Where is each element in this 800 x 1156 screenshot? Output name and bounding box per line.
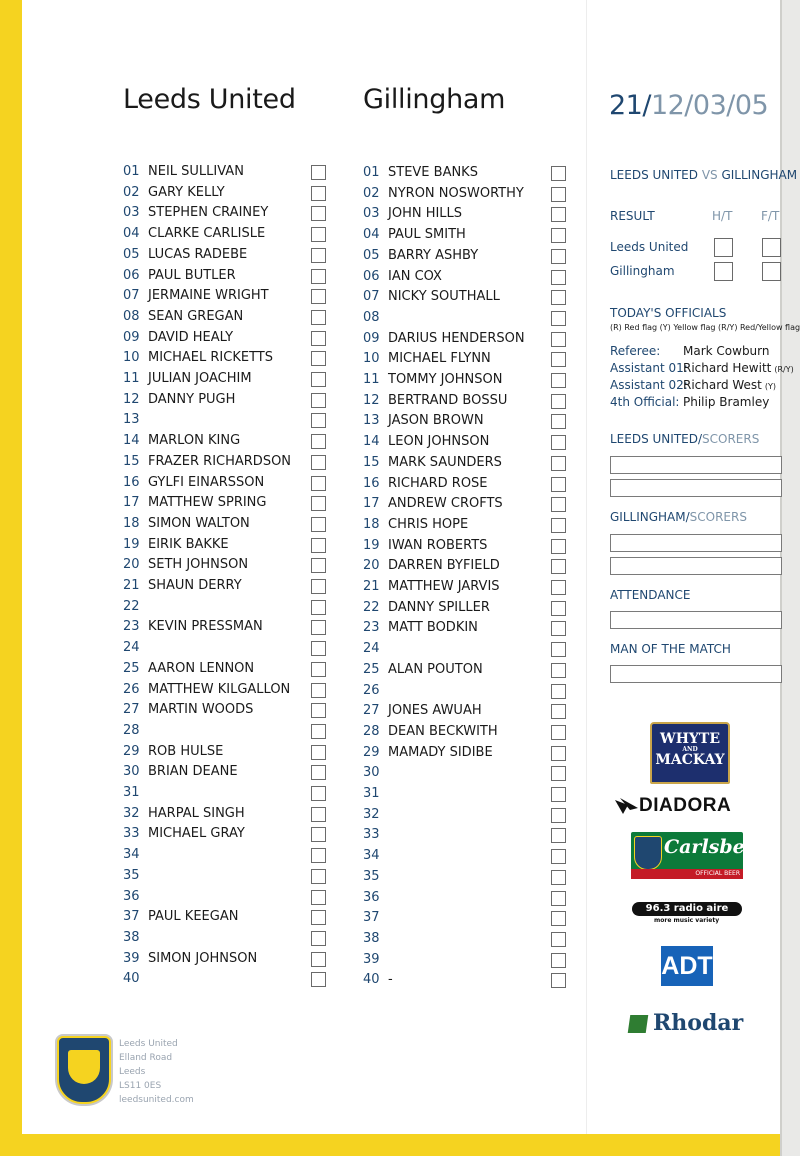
away-player-number: 16 [363, 475, 380, 491]
home-player-checkbox[interactable] [311, 641, 326, 656]
home-player-name: SEAN GREGAN [148, 308, 244, 324]
home-player-number: 03 [123, 205, 140, 221]
away-player-number: 08 [363, 309, 380, 325]
away-player-checkbox[interactable] [551, 870, 566, 885]
home-player-name: MICHAEL RICKETTS [148, 350, 273, 366]
away-player-number: 13 [363, 413, 380, 429]
away-player-name: DARREN BYFIELD [388, 558, 500, 574]
fixture-vs: VS [701, 168, 718, 182]
home-player-checkbox[interactable] [311, 745, 326, 760]
home-player-name: MATTHEW SPRING [148, 495, 267, 511]
official-name [683, 395, 772, 409]
away-player-number: 22 [363, 599, 380, 615]
away-player-checkbox[interactable] [551, 580, 566, 595]
home-player-checkbox[interactable] [311, 538, 326, 553]
away-player-name: RICHARD ROSE [388, 475, 488, 491]
away-player-checkbox[interactable] [551, 559, 566, 574]
away-player-number: 39 [363, 951, 380, 967]
away-player-checkbox[interactable] [551, 290, 566, 305]
away-scorers-word: SCORERS [689, 510, 747, 524]
home-player-number: 21 [123, 578, 140, 593]
away-player-checkbox[interactable] [551, 539, 566, 554]
away-player-checkbox[interactable] [551, 166, 566, 181]
away-player-name: MICHAEL FLYNN [388, 351, 491, 367]
address-line-5: leedsunited.com [119, 1095, 194, 1105]
home-player-checkbox[interactable] [311, 331, 326, 346]
home-player-number: 14 [123, 433, 140, 449]
away-player-checkbox[interactable] [551, 953, 566, 968]
home-player-number: 25 [123, 660, 140, 676]
home-player-name: NEIL SULLIVAN [148, 164, 244, 179]
home-player-checkbox[interactable] [311, 248, 326, 263]
home-player-name: DAVID HEALY [148, 329, 234, 345]
away-player-checkbox[interactable] [551, 725, 566, 740]
home-player-checkbox[interactable] [311, 227, 326, 242]
away-player-checkbox[interactable] [551, 435, 566, 450]
home-player-name: AARON LENNON [148, 660, 255, 676]
away-player-checkbox[interactable] [551, 849, 566, 864]
away-player-number: 07 [363, 289, 380, 305]
home-player-checkbox[interactable] [311, 600, 326, 615]
address-line-2: Elland Road [119, 1053, 173, 1063]
away-player-number: 01 [363, 165, 380, 180]
away-player-name: PAUL SMITH [388, 227, 466, 243]
home-player-number: 24 [123, 640, 140, 656]
motm-field[interactable] [610, 665, 782, 683]
away-player-checkbox[interactable] [551, 518, 566, 533]
away-player-checkbox[interactable] [551, 187, 566, 202]
away-player-number: 11 [363, 372, 380, 387]
away-player-checkbox[interactable] [551, 808, 566, 823]
away-player-number: 28 [363, 723, 380, 739]
home-player-number: 13 [123, 412, 140, 428]
official-flag: (R/Y) [774, 365, 794, 374]
home-player-number: 11 [123, 371, 140, 386]
officials-title: TODAY'S OFFICIALS [610, 306, 727, 320]
match-date-rest: 12/03/05 [650, 90, 769, 121]
home-player-number: 19 [123, 536, 140, 552]
home-player-name: KEVIN PRESSMAN [148, 619, 263, 635]
full-time-label: F/T [761, 209, 780, 223]
home-player-name: GARY KELLY [148, 184, 225, 200]
rhodar-logo [629, 1010, 759, 1038]
away-player-name: NYRON NOSWORTHY [388, 185, 524, 201]
home-player-number: 16 [123, 474, 140, 490]
home-player-checkbox[interactable] [311, 413, 326, 428]
away-player-name: NICKY SOUTHALL [388, 289, 500, 305]
home-player-checkbox[interactable] [311, 910, 326, 925]
official-name [683, 378, 776, 392]
home-player-checkbox[interactable] [311, 558, 326, 573]
away-player-checkbox[interactable] [551, 601, 566, 616]
home-player-checkbox[interactable] [311, 165, 326, 180]
home-player-number: 37 [123, 909, 140, 925]
home-player-checkbox[interactable] [311, 476, 326, 491]
home-player-checkbox[interactable] [311, 703, 326, 718]
home-team-heading: Leeds United [123, 84, 296, 115]
away-player-checkbox[interactable] [551, 828, 566, 843]
away-player-name: BERTRAND BOSSU [388, 392, 508, 408]
fixture-line [610, 168, 797, 182]
home-ft-score-box[interactable] [762, 238, 781, 257]
away-scorer-field-1[interactable] [610, 534, 782, 552]
home-player-number: 34 [123, 847, 140, 863]
home-player-number: 20 [123, 557, 140, 573]
flag-key: (R) Red flag (Y) Yellow flag (R/Y) Red/Yellow flag [610, 323, 800, 332]
home-player-number: 05 [123, 246, 140, 262]
radio-aire-tag: more music variety [654, 917, 720, 924]
whyte-mackay-word-1: WHYTE [659, 731, 721, 747]
home-player-number: 39 [123, 950, 140, 966]
home-player-number: 02 [123, 184, 140, 200]
away-player-number: 19 [363, 537, 380, 553]
home-player-checkbox[interactable] [311, 372, 326, 387]
away-player-name: DARIUS HENDERSON [388, 330, 525, 346]
away-player-number: 27 [363, 703, 380, 719]
official-name-text: Philip Bramley [683, 395, 770, 409]
home-player-checkbox[interactable] [311, 289, 326, 304]
away-player-number: 05 [363, 247, 380, 263]
away-player-checkbox[interactable] [551, 891, 566, 906]
half-time-label: H/T [712, 209, 733, 223]
home-player-number: 32 [123, 805, 140, 821]
away-player-checkbox[interactable] [551, 746, 566, 761]
away-player-checkbox[interactable] [551, 642, 566, 657]
away-scorer-field-2[interactable] [610, 557, 782, 575]
away-player-checkbox[interactable] [551, 684, 566, 699]
home-player-name: MATTHEW KILGALLON [148, 681, 291, 697]
away-player-checkbox[interactable] [551, 270, 566, 285]
away-player-number: 26 [363, 682, 380, 698]
away-player-name: CHRIS HOPE [388, 516, 469, 532]
home-player-checkbox[interactable] [311, 579, 326, 594]
away-player-name: MAMADY SIDIBE [388, 744, 493, 760]
away-player-number: 24 [363, 641, 380, 657]
away-player-checkbox[interactable] [551, 394, 566, 409]
home-player-checkbox[interactable] [311, 620, 326, 635]
home-player-name: GYLFI EINARSSON [148, 474, 265, 490]
home-player-checkbox[interactable] [311, 351, 326, 366]
home-player-number: 18 [123, 515, 140, 531]
whyte-mackay-and: AND [682, 746, 698, 753]
home-player-checkbox[interactable] [311, 724, 326, 739]
away-player-number: 31 [363, 786, 380, 801]
away-player-name: IWAN ROBERTS [388, 537, 488, 553]
fixture-away: GILLINGHAM [721, 168, 798, 182]
away-player-name: TOMMY JOHNSON [388, 372, 503, 387]
home-player-number: 06 [123, 267, 140, 283]
official-role: Referee: [610, 344, 661, 358]
fixture-home: LEEDS UNITED [610, 168, 698, 182]
home-player-name: CLARKE CARLISLE [148, 226, 266, 242]
home-ht-score-box[interactable] [714, 238, 733, 257]
diadora-icon [614, 796, 640, 818]
home-player-checkbox[interactable] [311, 952, 326, 967]
home-player-number: 07 [123, 288, 140, 304]
carlsberg-tag: OFFICIAL BEER [631, 869, 743, 879]
home-player-number: 10 [123, 350, 140, 366]
away-player-number: 17 [363, 496, 380, 512]
away-player-name: BARRY ASHBY [388, 247, 479, 263]
home-player-checkbox[interactable] [311, 807, 326, 822]
home-player-number: 22 [123, 598, 140, 614]
home-player-number: 28 [123, 722, 140, 738]
result-away-label: Gillingham [610, 264, 675, 278]
home-player-checkbox[interactable] [311, 848, 326, 863]
home-player-number: 27 [123, 702, 140, 718]
home-player-number: 01 [123, 164, 140, 179]
home-player-name: SIMON WALTON [148, 515, 250, 531]
away-player-number: 40 [363, 972, 380, 988]
result-home-label: Leeds United [610, 240, 689, 254]
home-player-number: 40 [123, 971, 140, 987]
adt-logo: ADT [661, 946, 713, 986]
official-name [683, 361, 794, 375]
away-player-number: 33 [363, 827, 380, 843]
home-player-name: FRAZER RICHARDSON [148, 453, 292, 469]
away-player-checkbox[interactable] [551, 207, 566, 222]
away-player-checkbox[interactable] [551, 704, 566, 719]
away-player-checkbox[interactable] [551, 911, 566, 926]
away-player-name: STEVE BANKS [388, 165, 478, 180]
radio-aire-logo [632, 902, 742, 926]
away-ht-score-box[interactable] [714, 262, 733, 281]
away-player-checkbox[interactable] [551, 621, 566, 636]
home-player-name: SHAUN DERRY [148, 578, 242, 593]
away-player-checkbox[interactable] [551, 456, 566, 471]
radio-aire-wordmark: 96.3 radio aire [632, 902, 742, 916]
home-scorer-field-1[interactable] [610, 456, 782, 474]
home-player-name: EIRIK BAKKE [148, 536, 229, 552]
home-player-number: 12 [123, 391, 140, 407]
official-name-text: Mark Cowburn [683, 344, 770, 358]
away-player-number: 34 [363, 848, 380, 864]
official-name-text: Richard West [683, 378, 762, 392]
home-player-number: 33 [123, 826, 140, 842]
result-label: RESULT [610, 209, 655, 223]
carlsberg-logo [631, 832, 769, 879]
away-player-name: - [388, 972, 393, 988]
away-player-name: DEAN BECKWITH [388, 723, 498, 739]
home-player-name: MICHAEL GRAY [148, 826, 245, 842]
away-player-number: 36 [363, 889, 380, 905]
away-player-number: 35 [363, 868, 380, 884]
away-player-number: 03 [363, 206, 380, 222]
home-player-name: ROB HULSE [148, 743, 224, 759]
away-scorers-team: GILLINGHAM/ [610, 510, 690, 524]
away-player-checkbox[interactable] [551, 663, 566, 678]
away-player-checkbox[interactable] [551, 973, 566, 988]
home-player-number: 36 [123, 888, 140, 904]
home-player-name: LUCAS RADEBE [148, 246, 248, 262]
home-player-number: 38 [123, 929, 140, 945]
home-scorers-word: SCORERS [702, 432, 760, 446]
away-player-name: ALAN POUTON [388, 661, 483, 677]
official-name-text: Richard Hewitt [683, 361, 772, 375]
home-scorers-label [610, 432, 759, 446]
home-player-checkbox[interactable] [311, 496, 326, 511]
attendance-field[interactable] [610, 611, 782, 629]
home-player-number: 23 [123, 619, 140, 635]
home-player-name: MARLON KING [148, 433, 241, 449]
away-player-name: MATT BODKIN [388, 620, 478, 636]
home-player-checkbox[interactable] [311, 890, 326, 905]
home-scorer-field-2[interactable] [610, 479, 782, 497]
home-player-checkbox[interactable] [311, 786, 326, 801]
away-player-number: 29 [363, 744, 380, 760]
home-player-checkbox[interactable] [311, 455, 326, 470]
leeds-crest [57, 1036, 111, 1104]
official-name [683, 344, 773, 358]
address-line-3: Leeds [119, 1067, 146, 1077]
home-player-name: HARPAL SINGH [148, 805, 245, 821]
away-player-name: LEON JOHNSON [388, 434, 490, 450]
whyte-mackay-logo [650, 722, 730, 784]
rhodar-wordmark: Rhodar [653, 1010, 744, 1036]
home-player-checkbox[interactable] [311, 931, 326, 946]
home-player-checkbox[interactable] [311, 310, 326, 325]
home-player-name: JERMAINE WRIGHT [148, 288, 269, 304]
away-player-number: 25 [363, 661, 380, 677]
diadora-logo [614, 794, 754, 820]
home-player-name: PAUL KEEGAN [148, 909, 239, 925]
attendance-label: ATTENDANCE [610, 588, 691, 602]
away-player-number: 38 [363, 930, 380, 946]
home-player-checkbox[interactable] [311, 972, 326, 987]
away-player-name: MATTHEW JARVIS [388, 579, 500, 594]
column-divider [586, 0, 587, 1134]
home-player-number: 17 [123, 495, 140, 511]
away-player-checkbox[interactable] [551, 352, 566, 367]
away-player-name: ANDREW CROFTS [388, 496, 503, 512]
away-scorers-label [610, 510, 747, 524]
home-player-checkbox[interactable] [311, 683, 326, 698]
away-player-checkbox[interactable] [551, 414, 566, 429]
home-player-name: DANNY PUGH [148, 391, 236, 407]
home-player-number: 04 [123, 226, 140, 242]
away-player-number: 12 [363, 392, 380, 408]
home-player-number: 09 [123, 329, 140, 345]
away-player-checkbox[interactable] [551, 228, 566, 243]
crest-inner [68, 1050, 100, 1084]
away-player-number: 06 [363, 268, 380, 284]
home-scorers-team: LEEDS UNITED/ [610, 432, 703, 446]
home-player-name: PAUL BUTLER [148, 267, 236, 283]
carlsberg-wordmark: Carlsberg [664, 836, 769, 858]
away-player-checkbox[interactable] [551, 477, 566, 492]
away-player-number: 20 [363, 558, 380, 574]
home-player-name: JULIAN JOACHIM [148, 371, 252, 386]
diadora-wordmark: DIADORA [639, 795, 732, 816]
home-player-name: SIMON JOHNSON [148, 950, 258, 966]
away-player-name: JOHN HILLS [388, 206, 463, 222]
away-player-checkbox[interactable] [551, 787, 566, 802]
match-date [609, 90, 768, 121]
away-player-number: 02 [363, 185, 380, 201]
away-player-number: 37 [363, 910, 380, 926]
away-player-name: JONES AWUAH [388, 703, 482, 719]
home-player-checkbox[interactable] [311, 186, 326, 201]
away-ft-score-box[interactable] [762, 262, 781, 281]
home-player-checkbox[interactable] [311, 269, 326, 284]
away-player-name: JASON BROWN [388, 413, 484, 429]
away-player-number: 23 [363, 620, 380, 636]
address-line-4: LS11 0ES [119, 1081, 162, 1091]
official-role: 4th Official: [610, 395, 680, 409]
away-team-heading: Gillingham [363, 84, 506, 115]
home-player-number: 15 [123, 453, 140, 469]
away-player-name: MARK SAUNDERS [388, 454, 502, 470]
home-player-number: 35 [123, 867, 140, 883]
away-player-number: 09 [363, 330, 380, 346]
home-player-checkbox[interactable] [311, 393, 326, 408]
away-player-number: 14 [363, 434, 380, 450]
away-player-number: 32 [363, 806, 380, 822]
home-player-checkbox[interactable] [311, 827, 326, 842]
home-player-number: 30 [123, 764, 140, 780]
away-player-checkbox[interactable] [551, 332, 566, 347]
away-player-checkbox[interactable] [551, 932, 566, 947]
home-player-name: MARTIN WOODS [148, 702, 254, 718]
address-line-1: Leeds United [119, 1039, 178, 1049]
home-player-name: STEPHEN CRAINEY [148, 205, 269, 221]
away-player-checkbox[interactable] [551, 249, 566, 264]
away-player-name: DANNY SPILLER [388, 599, 490, 615]
home-player-number: 08 [123, 308, 140, 324]
away-player-number: 04 [363, 227, 380, 243]
official-role: Assistant 01: [610, 361, 688, 375]
home-player-number: 29 [123, 743, 140, 759]
home-player-name: BRIAN DEANE [148, 764, 238, 780]
away-player-number: 21 [363, 579, 380, 594]
official-role: Assistant 02: [610, 378, 688, 392]
away-player-checkbox[interactable] [551, 497, 566, 512]
away-player-number: 30 [363, 765, 380, 781]
official-flag: (Y) [764, 382, 777, 391]
away-player-checkbox[interactable] [551, 311, 566, 326]
motm-label: MAN OF THE MATCH [610, 642, 731, 656]
home-player-checkbox[interactable] [311, 869, 326, 884]
home-player-name: SETH JOHNSON [148, 557, 249, 573]
whyte-mackay-word-2: MACKAY [655, 752, 725, 768]
home-player-number: 31 [123, 785, 140, 800]
away-player-name: IAN COX [388, 268, 442, 284]
home-player-checkbox[interactable] [311, 662, 326, 677]
home-player-checkbox[interactable] [311, 765, 326, 780]
away-player-checkbox[interactable] [551, 766, 566, 781]
home-player-checkbox[interactable] [311, 517, 326, 532]
home-player-checkbox[interactable] [311, 206, 326, 221]
away-player-number: 18 [363, 516, 380, 532]
home-player-number: 26 [123, 681, 140, 697]
rhodar-icon [628, 1015, 649, 1033]
home-player-checkbox[interactable] [311, 434, 326, 449]
away-player-checkbox[interactable] [551, 373, 566, 388]
leeds-crest-mini [634, 836, 662, 870]
away-player-number: 15 [363, 454, 380, 470]
away-player-number: 10 [363, 351, 380, 367]
match-date-day: 21/ [609, 90, 651, 121]
